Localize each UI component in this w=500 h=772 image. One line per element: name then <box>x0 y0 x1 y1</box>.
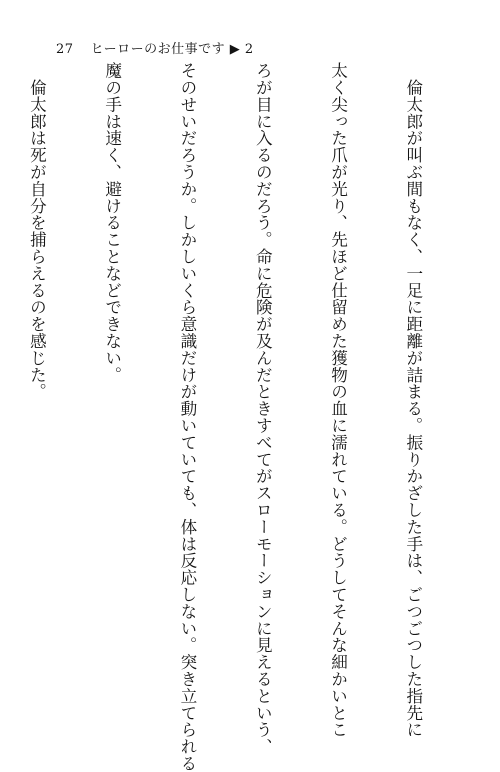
running-title: ヒーローのお仕事です ▶ 2 <box>90 42 254 57</box>
text-line: 太く尖った爪が光り、先ほど仕留めた獲物の血に濡れている。どうしてそんな細かいとこ <box>328 62 348 738</box>
text-line: 倫太郎は死が自分を捕らえるのを感じた。 <box>27 62 47 400</box>
text-line: 倫太郎が叫ぶ間もなく、一足に距離が詰まる。振りかざした手は、ごつごつした指先に <box>403 62 423 738</box>
text-line: 魔の手は速く、避けることなどできない。 <box>102 62 122 384</box>
page-number: 27 <box>56 42 74 57</box>
running-header <box>56 38 254 57</box>
novel-body-text <box>27 62 476 772</box>
text-line: ろが目に入るのだろう。命に危険が及んだときすべてがスローモーションに見えるという、 <box>253 62 273 755</box>
text-line: そのせいだろうか。しかしいくら意識だけが動いていても、体は反応しない。突き立てられる <box>177 62 197 772</box>
